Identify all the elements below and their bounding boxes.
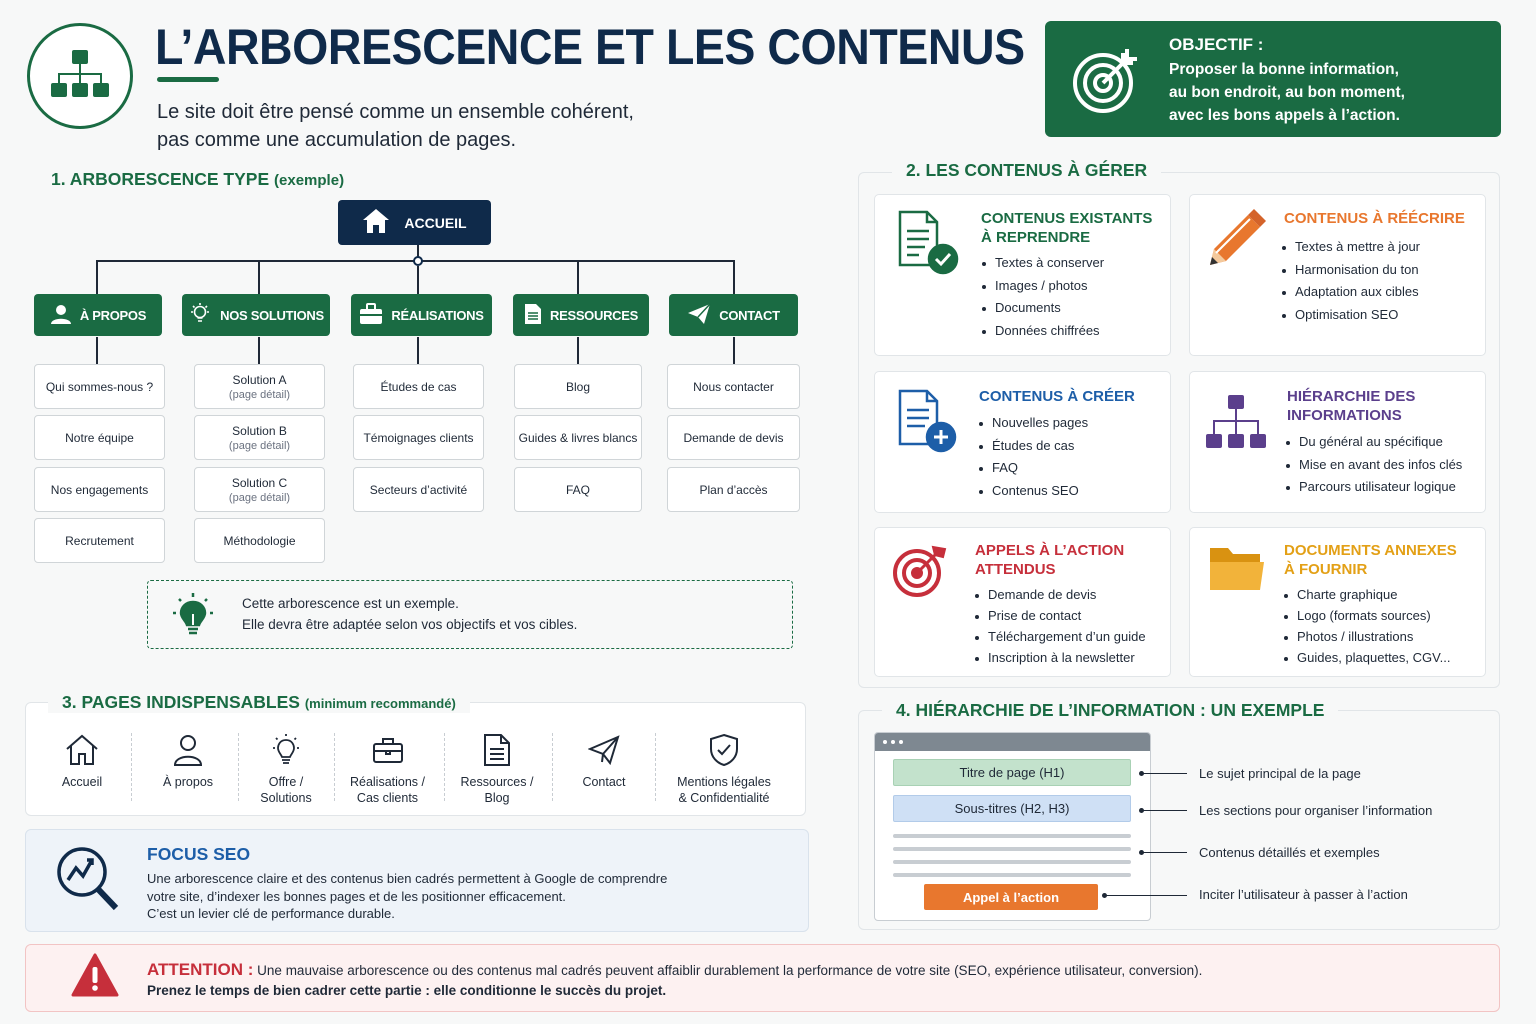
- pointer-line: [1141, 852, 1187, 853]
- card-title-line-2: INFORMATIONS: [1287, 407, 1402, 424]
- seo-line-1: Une arborescence claire et des contenus bien cadrés permettent à Google de comprendre: [147, 871, 668, 886]
- tree-page[interactable]: [667, 364, 800, 409]
- tree-connector: [258, 337, 260, 364]
- tree-note: [147, 580, 793, 649]
- section3-title-text: 3. PAGES INDISPENSABLES: [62, 692, 300, 712]
- target-icon: [891, 543, 947, 604]
- page-label: Ressources /: [460, 775, 534, 789]
- folder-icon: [1208, 544, 1266, 599]
- tree-category-a-propos[interactable]: [34, 294, 162, 336]
- page-contact[interactable]: [574, 730, 634, 790]
- page-label: Accueil: [61, 775, 103, 789]
- card-title-line-1: CONTENUS À RÉÉCRIRE: [1284, 210, 1465, 227]
- page-label: Qui sommes-nous ?: [45, 379, 154, 394]
- tree-connector: [577, 260, 579, 295]
- page-label-line-2: Blog: [484, 791, 510, 805]
- section2-title: 2. LES CONTENUS À GÉRER: [892, 160, 1161, 181]
- page-label: À propos: [162, 775, 214, 789]
- page-offre-solutions[interactable]: [251, 730, 321, 806]
- tree-home-node[interactable]: [338, 200, 491, 245]
- content-card-documents: [1189, 527, 1486, 677]
- attention-label: ATTENTION :: [147, 960, 254, 979]
- section3-qualifier: (minimum recommandé): [304, 696, 456, 711]
- card-title: [1287, 387, 1415, 425]
- card-list-item: Études de cas: [978, 435, 1088, 458]
- tree-page[interactable]: [353, 467, 484, 512]
- card-list-item: Téléchargement d’un guide: [974, 626, 1146, 647]
- page-label: Nous contacter: [693, 379, 774, 394]
- card-list: [1283, 584, 1450, 668]
- browser-mockup: [874, 732, 1151, 921]
- tree-page[interactable]: [194, 467, 325, 512]
- seo-line-2: votre site, d’indexer les bonnes pages et de les positionner efficacement.: [147, 888, 566, 904]
- page-label: Notre équipe: [65, 430, 134, 445]
- page-label: Témoignages clients: [363, 430, 474, 445]
- tree-page[interactable]: [667, 415, 800, 460]
- note-line-1: Cette arborescence est un exemple.: [242, 596, 459, 611]
- page-label-line-2: Solutions: [260, 791, 312, 805]
- subtitle-line-2: pas comme une accumulation de pages.: [157, 129, 517, 151]
- document-icon: [483, 730, 511, 770]
- page-label: Contact: [582, 775, 626, 789]
- divider: [552, 733, 553, 801]
- card-title-line-2: À FOURNIR: [1284, 561, 1368, 578]
- category-label: RESSOURCES: [549, 307, 639, 323]
- target-icon: [1071, 45, 1141, 120]
- card-list-item: Données chiffrées: [981, 320, 1104, 343]
- card-title: [975, 541, 1124, 579]
- tree-page[interactable]: [353, 415, 484, 460]
- tree-page[interactable]: [34, 518, 165, 563]
- page-title: L’ARBORESCENCE ET LES CONTENUS: [155, 19, 1025, 75]
- content-line: [893, 834, 1131, 838]
- divider: [131, 733, 132, 801]
- category-label: CONTACT: [719, 307, 780, 323]
- card-list-item: Optimisation SEO: [1281, 304, 1420, 327]
- attention-bold-text: Prenez le temps de bien cadrer cette partie : elle conditionne le succès du projet.: [147, 983, 667, 998]
- card-title-line-1: CONTENUS EXISTANTS: [981, 210, 1153, 227]
- card-title-line-1: APPELS À L’ACTION: [975, 542, 1125, 559]
- card-list-item: Logo (formats sources): [1283, 605, 1450, 626]
- tree-connector: [96, 260, 98, 295]
- lightbulb-icon: [188, 302, 212, 329]
- pointer-dot: [1139, 771, 1144, 776]
- tree-connector: [258, 260, 260, 295]
- header-sitemap-icon: [27, 23, 133, 129]
- tree-connector: [417, 337, 419, 364]
- page-label: Mentions légales: [677, 775, 771, 789]
- content-line: [893, 873, 1131, 877]
- content-card-hierarchy: [1189, 371, 1486, 513]
- seo-focus-box: [25, 829, 809, 932]
- card-title-line-2: À REPRENDRE: [981, 229, 1091, 246]
- tree-page[interactable]: [34, 364, 165, 409]
- h2-block: Sous-titres (H2, H3): [893, 795, 1131, 822]
- card-title-line-1: DOCUMENTS ANNEXES: [1284, 542, 1457, 559]
- paper-plane-icon: [687, 303, 711, 328]
- page-label: Blog: [565, 379, 591, 394]
- content-card-rewrite: [1189, 194, 1486, 356]
- document-icon: [524, 303, 542, 328]
- tree-connector: [577, 337, 579, 364]
- tree-page[interactable]: [514, 467, 642, 512]
- card-list: [974, 584, 1146, 668]
- page-label-line-2: Cas clients: [356, 791, 419, 805]
- page-label: Solution C: [231, 475, 288, 490]
- tree-connector: [733, 260, 735, 295]
- cta-button[interactable]: Appel à l’action: [924, 884, 1098, 910]
- tree-page[interactable]: [194, 415, 325, 460]
- lightbulb-icon: [270, 730, 302, 770]
- objective-text: [1169, 58, 1489, 127]
- page-label-line-2: & Confidentialité: [678, 791, 770, 805]
- page-label: Plan d’accès: [699, 482, 768, 497]
- category-label: RÉALISATIONS: [391, 307, 484, 323]
- category-label: NOS SOLUTIONS: [220, 307, 324, 323]
- category-label: À PROPOS: [79, 307, 147, 323]
- card-list-item: Du général au spécifique: [1285, 431, 1462, 454]
- card-list-item: Documents: [981, 297, 1104, 320]
- objective-box: [1045, 21, 1501, 137]
- card-list-item: Harmonisation du ton: [1281, 259, 1420, 282]
- hierarchy-label: Inciter l’utilisateur à passer à l’action: [1199, 887, 1408, 902]
- card-title: [979, 387, 1135, 406]
- page-sublabel: (page détail): [228, 439, 291, 452]
- note-line-2: Elle devra être adaptée selon vos objectifs et vos cibles.: [242, 617, 578, 632]
- section3-title: [48, 692, 470, 713]
- page-realisations[interactable]: [345, 730, 430, 806]
- page-label: Demande de devis: [683, 430, 784, 445]
- page-label: Guides & livres blancs: [518, 430, 638, 445]
- tree-junction: [413, 256, 423, 266]
- pencil-icon: [1204, 209, 1268, 274]
- page-accueil[interactable]: [52, 730, 112, 790]
- user-icon: [50, 303, 72, 328]
- objective-line-2: au bon endroit, au bon moment,: [1169, 84, 1405, 101]
- tree-category-contact[interactable]: [669, 294, 798, 336]
- document-plus-icon: [897, 388, 961, 459]
- card-list: [1281, 236, 1420, 326]
- card-title: [981, 209, 1152, 247]
- divider: [444, 733, 445, 801]
- objective-line-3: avec les bons appels à l’action.: [1169, 107, 1400, 124]
- page-sublabel: (page détail): [228, 491, 291, 504]
- card-list-item: Charte graphique: [1283, 584, 1450, 605]
- card-list-item: Demande de devis: [974, 584, 1146, 605]
- content-line: [893, 860, 1131, 864]
- content-card-cta: [874, 527, 1171, 677]
- warning-icon: [71, 953, 119, 1002]
- h1-block: Titre de page (H1): [893, 759, 1131, 786]
- section1-qualifier: (exemple): [274, 172, 345, 189]
- attention-text: Une mauvaise arborescence ou des contenus mal cadrés peuvent affaiblir durablement la performance de votre site (SEO, expérience utilisateur, conversion).: [257, 963, 1203, 978]
- pointer-dot: [1139, 850, 1144, 855]
- page-label: Études de cas: [380, 379, 457, 394]
- section1-title: [51, 169, 344, 190]
- title-underline: [157, 77, 219, 82]
- content-card-create: [874, 371, 1171, 513]
- tree-page[interactable]: [194, 518, 325, 563]
- page-label: Secteurs d’activité: [369, 482, 468, 497]
- card-title: [1284, 209, 1465, 228]
- seo-line-3: C’est un levier clé de performance durable.: [147, 906, 395, 921]
- page-label: Méthodologie: [223, 533, 296, 548]
- card-list-item: Guides, plaquettes, CGV...: [1283, 647, 1450, 668]
- tree-category-ressources[interactable]: [513, 294, 649, 336]
- hierarchy-label: Les sections pour organiser l’information: [1199, 803, 1433, 818]
- card-list-item: Parcours utilisateur logique: [1285, 476, 1462, 499]
- objective-line-1: Proposer la bonne information,: [1169, 61, 1399, 78]
- page-label: Recrutement: [65, 533, 134, 548]
- seo-magnifier-icon: [54, 844, 120, 917]
- card-list-item: Contenus SEO: [978, 480, 1088, 503]
- page-sublabel: (page détail): [228, 388, 291, 401]
- card-list-item: Adaptation aux cibles: [1281, 281, 1420, 304]
- page-label: FAQ: [565, 482, 590, 497]
- pointer-line: [1141, 810, 1187, 811]
- tree-connector: [733, 337, 735, 364]
- card-list-item: Inscription à la newsletter: [974, 647, 1146, 668]
- tree-page[interactable]: [194, 364, 325, 409]
- home-icon: [362, 208, 390, 237]
- card-list-item: Mise en avant des infos clés: [1285, 454, 1462, 477]
- seo-title: FOCUS SEO: [147, 844, 251, 864]
- tree-page[interactable]: [514, 415, 642, 460]
- card-list-item: Images / photos: [981, 275, 1104, 298]
- tree-page[interactable]: [34, 467, 165, 512]
- page-label: Nos engagements: [50, 482, 149, 497]
- page-a-propos[interactable]: [153, 730, 223, 790]
- card-list-item: Photos / illustrations: [1283, 626, 1450, 647]
- pointer-line: [1141, 773, 1187, 774]
- card-list: [981, 252, 1104, 342]
- shield-check-icon: [709, 730, 739, 770]
- section1-title-text: 1. ARBORESCENCE TYPE: [51, 169, 270, 189]
- card-title-line-2: ATTENDUS: [975, 561, 1056, 578]
- tree-connector: [96, 337, 98, 364]
- objective-title: OBJECTIF :: [1169, 35, 1264, 54]
- tree-category-realisations[interactable]: [351, 294, 492, 336]
- card-list-item: FAQ: [978, 457, 1088, 480]
- subtitle-line-1: Le site doit être pensé comme un ensemble cohérent,: [157, 101, 634, 123]
- briefcase-icon: [372, 730, 404, 770]
- attention-line-1: [147, 960, 1202, 980]
- card-list-item: Prise de contact: [974, 605, 1146, 626]
- card-title-line-1: CONTENUS À CRÉER: [979, 388, 1135, 405]
- tree-page[interactable]: [514, 364, 642, 409]
- tree-category-nos-solutions[interactable]: [182, 294, 330, 336]
- page-mentions-legales[interactable]: [669, 730, 779, 806]
- card-list-item: Textes à mettre à jour: [1281, 236, 1420, 259]
- tree-note-text: [242, 593, 577, 635]
- tree-connector: [417, 266, 419, 295]
- section4-title: 4. HIÉRARCHIE DE L’INFORMATION : UN EXEMPLE: [882, 700, 1338, 721]
- page-label: Offre /: [268, 775, 304, 789]
- hierarchy-icon: [1205, 394, 1267, 457]
- user-icon: [173, 730, 203, 770]
- card-list: [1285, 431, 1462, 499]
- page-label: Solution A: [232, 372, 287, 387]
- hierarchy-label: Le sujet principal de la page: [1199, 766, 1361, 781]
- page-label: Réalisations /: [349, 775, 426, 789]
- paper-plane-icon: [588, 730, 620, 770]
- briefcase-icon: [359, 303, 383, 328]
- tree-page[interactable]: [353, 364, 484, 409]
- page-subtitle: [157, 98, 757, 154]
- tree-home-label: ACCUEIL: [404, 214, 467, 231]
- lightbulb-icon: [172, 592, 214, 643]
- card-title-line-1: HIÉRARCHIE DES: [1287, 388, 1416, 405]
- divider: [334, 733, 335, 801]
- tree-page[interactable]: [34, 415, 165, 460]
- browser-title-bar: [875, 733, 1150, 751]
- seo-text: [147, 870, 667, 923]
- document-check-icon: [897, 209, 961, 280]
- divider: [238, 733, 239, 801]
- card-list-item: Nouvelles pages: [978, 412, 1088, 435]
- divider: [655, 733, 656, 801]
- card-list-item: Textes à conserver: [981, 252, 1104, 275]
- hierarchy-label: Contenus détaillés et exemples: [1199, 845, 1380, 860]
- home-icon: [65, 730, 99, 770]
- card-title: [1284, 541, 1457, 579]
- pointer-dot: [1102, 893, 1107, 898]
- page-label: Solution B: [232, 423, 287, 438]
- content-line: [893, 847, 1131, 851]
- page-ressources-blog[interactable]: [455, 730, 539, 806]
- content-card-existing: [874, 194, 1171, 356]
- pointer-dot: [1139, 808, 1144, 813]
- attention-banner: [25, 944, 1500, 1012]
- tree-page[interactable]: [667, 467, 800, 512]
- pointer-line: [1104, 895, 1187, 896]
- card-list: [978, 412, 1088, 502]
